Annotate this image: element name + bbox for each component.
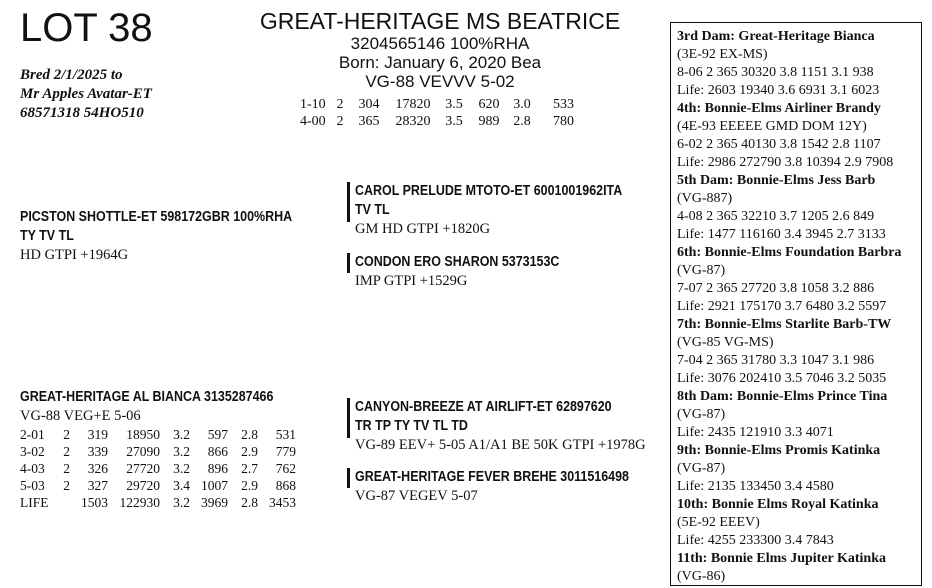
dam-classification: VG-88 VEG+E 5-06 <box>20 408 141 424</box>
record-milk: 17820 <box>395 97 431 112</box>
sire-dam-block <box>355 253 593 291</box>
dam-dam-info: VG-87 VEGEV 5-07 <box>355 488 478 504</box>
record-protein: 531 <box>275 427 296 442</box>
record-age: 5-03 <box>20 478 45 493</box>
record-fat-pct: 3.2 <box>173 461 190 476</box>
animal-id: 3204565146 100%RHA <box>350 34 530 53</box>
record-protein-pct: 2.8 <box>241 495 258 510</box>
divider-bar <box>347 468 350 488</box>
record-times: 2 <box>63 427 70 442</box>
dam-dam-block <box>355 468 674 506</box>
ancestor-detail: Life: 2986 272790 3.8 10394 2.9 7908 <box>677 155 894 170</box>
record-protein: 762 <box>275 461 296 476</box>
dam-sire-info: VG-89 EEV+ 5-05 A1/A1 BE 50K GTPI +1978G <box>355 437 646 453</box>
sire-sire-info: GM HD GTPI +1820G <box>355 221 491 237</box>
ancestor-detail: Life: 2921 175170 3.7 6480 3.2 5597 <box>677 299 887 314</box>
record-fat-pct: 3.5 <box>445 97 463 112</box>
ancestor-detail: Life: 2135 133450 3.4 4580 <box>677 479 834 494</box>
ancestor-detail: (VG-887) <box>677 191 733 206</box>
record-fat: 3969 <box>201 495 228 510</box>
record-days: 304 <box>358 97 380 112</box>
ancestor-detail: (5E-92 EEEV) <box>677 515 760 530</box>
record-fat-pct: 3.2 <box>173 444 190 459</box>
record-days: 365 <box>358 114 380 129</box>
ancestor-heading: 9th: Bonnie-Elms Promis Katinka <box>677 443 881 458</box>
sire-name-line: PICSTON SHOTTLE-ET 598172GBR 100%RHA <box>20 209 293 225</box>
record-days: 1503 <box>81 495 108 510</box>
ancestor-detail: Life: 2603 19340 3.6 6931 3.1 6023 <box>677 83 880 98</box>
dam-dam-name-line: GREAT-HERITAGE FEVER BREHE 3011516498 <box>355 469 629 485</box>
dam-block <box>20 388 315 511</box>
ancestor-heading: 7th: Bonnie-Elms Starlite Barb-TW <box>677 317 892 332</box>
ancestor-detail: (4E-93 EEEEE GMD DOM 12Y) <box>677 119 867 134</box>
record-fat-pct: 3.2 <box>173 495 190 510</box>
ancestor-heading: 8th Dam: Bonnie-Elms Prince Tina <box>677 389 888 404</box>
bred-line: Bred 2/1/2025 to <box>20 67 123 83</box>
record-milk: 28320 <box>395 114 431 129</box>
record-fat-pct: 3.4 <box>173 478 190 493</box>
record-milk: 29720 <box>126 478 160 493</box>
record-milk: 27090 <box>126 444 160 459</box>
record-fat-pct: 3.5 <box>445 114 463 129</box>
record-days: 319 <box>87 427 108 442</box>
record-days: 327 <box>87 478 108 493</box>
bred-line: Mr Apples Avatar-ET <box>20 86 152 102</box>
record-protein: 780 <box>553 114 574 129</box>
animal-records <box>300 96 574 130</box>
ancestor-detail: Life: 2435 121910 3.3 4071 <box>677 425 834 440</box>
dam-sire-name-line: TR TP TY TV TL TD <box>355 418 468 434</box>
sire-dam-name-line: CONDON ERO SHARON 5373153C <box>355 254 560 270</box>
record-fat: 620 <box>478 97 500 112</box>
record-fat-pct: 3.2 <box>173 427 190 442</box>
ancestor-detail: (VG-87) <box>677 461 726 476</box>
record-protein-pct: 2.8 <box>241 427 258 442</box>
record-protein: 868 <box>275 478 296 493</box>
record-milk: 27720 <box>126 461 160 476</box>
sire-sire-name-line: CAROL PRELUDE MTOTO-ET 6001001962ITA <box>355 183 623 199</box>
record-age: 2-01 <box>20 427 45 442</box>
record-protein-pct: 2.9 <box>241 444 258 459</box>
record-row <box>300 113 574 130</box>
record-times: 2 <box>63 461 70 476</box>
record-days: 339 <box>87 444 108 459</box>
record-age: LIFE <box>20 495 49 510</box>
record-fat: 597 <box>207 427 228 442</box>
ancestor-detail: 4-08 2 365 32210 3.7 1205 2.6 849 <box>677 209 875 224</box>
record-row <box>20 460 315 477</box>
ancestor-heading: 3rd Dam: Great-Heritage Bianca <box>677 29 875 44</box>
divider-bar <box>347 253 350 273</box>
record-row <box>20 477 315 494</box>
record-protein-pct: 2.7 <box>241 461 258 476</box>
ancestor-heading: 11th: Bonnie Elms Jupiter Katinka <box>677 551 887 566</box>
record-fat: 866 <box>207 444 228 459</box>
bred-line: 68571318 54HO510 <box>20 105 144 121</box>
record-protein-pct: 2.8 <box>513 114 531 129</box>
record-protein: 3453 <box>269 495 296 510</box>
ancestor-detail: 7-07 2 365 27720 3.8 1058 3.2 886 <box>677 281 875 296</box>
ancestor-detail: 8-06 2 365 30320 3.8 1151 3.1 938 <box>677 65 874 80</box>
record-times: 2 <box>63 444 70 459</box>
record-times: 2 <box>336 97 344 112</box>
sire-info: HD GTPI +1964G <box>20 247 129 263</box>
record-milk: 18950 <box>126 427 160 442</box>
record-fat: 989 <box>478 114 500 129</box>
animal-born: Born: January 6, 2020 Bea <box>338 53 542 72</box>
record-times: 2 <box>63 478 70 493</box>
lot-number: LOT 38 <box>20 6 153 50</box>
sire-sire-block <box>355 182 666 239</box>
record-protein-pct: 3.0 <box>513 97 531 112</box>
record-age: 4-00 <box>300 114 326 129</box>
animal-name: GREAT-HERITAGE MS BEATRICE <box>259 8 621 34</box>
record-milk: 122930 <box>119 495 160 510</box>
ancestor-heading: 5th Dam: Bonnie-Elms Jess Barb <box>677 173 876 188</box>
divider-bar <box>347 182 350 222</box>
dam-name: GREAT-HERITAGE AL BIANCA 3135287466 <box>20 389 274 405</box>
extended-pedigree-box <box>670 22 922 586</box>
animal-header <box>230 8 650 91</box>
record-protein-pct: 2.9 <box>241 478 258 493</box>
record-row <box>300 96 574 113</box>
ancestor-detail: (VG-87) <box>677 407 726 422</box>
ancestor-detail: (VG-87) <box>677 263 726 278</box>
record-age: 4-03 <box>20 461 45 476</box>
ancestor-heading: 10th: Bonnie Elms Royal Katinka <box>677 497 879 512</box>
dam-records <box>20 426 315 511</box>
sire-sire-name-line: TV TL <box>355 202 390 218</box>
divider-bar <box>347 398 350 438</box>
record-age: 1-10 <box>300 97 326 112</box>
ancestor-detail: Life: 1477 116160 3.4 3945 2.7 3133 <box>677 227 886 242</box>
ancestor-detail: (VG-86) <box>677 569 726 584</box>
record-fat: 896 <box>207 461 228 476</box>
ancestor-detail: (VG-85 VG-MS) <box>677 335 774 350</box>
dam-sire-name-line: CANYON-BREEZE AT AIRLIFT-ET 62897620 <box>355 399 612 415</box>
sire-name-line: TY TV TL <box>20 228 74 244</box>
record-row <box>20 443 315 460</box>
ancestor-heading: 6th: Bonnie-Elms Foundation Barbra <box>677 245 902 260</box>
record-days: 326 <box>87 461 108 476</box>
record-protein: 533 <box>553 97 574 112</box>
bred-info <box>20 66 152 123</box>
animal-classification: VG-88 VEVVV 5-02 <box>365 72 515 91</box>
record-row <box>20 426 315 443</box>
ancestor-detail: 6-02 2 365 40130 3.8 1542 2.8 1107 <box>677 137 881 152</box>
ancestor-detail: (3E-92 EX-MS) <box>677 47 768 62</box>
ancestor-detail: 7-04 2 365 31780 3.3 1047 3.1 986 <box>677 353 875 368</box>
dam-sire-block <box>355 398 653 455</box>
sire-block <box>20 208 336 265</box>
record-fat: 1007 <box>201 478 228 493</box>
record-row <box>20 494 315 511</box>
sire-dam-info: IMP GTPI +1529G <box>355 273 468 289</box>
record-age: 3-02 <box>20 444 45 459</box>
record-protein: 779 <box>275 444 296 459</box>
ancestor-heading: 4th: Bonnie-Elms Airliner Brandy <box>677 101 881 116</box>
ancestor-detail: Life: 3076 202410 3.5 7046 3.2 5035 <box>677 371 887 386</box>
record-times: 2 <box>336 114 344 129</box>
ancestor-detail: Life: 4255 233300 3.4 7843 <box>677 533 834 548</box>
